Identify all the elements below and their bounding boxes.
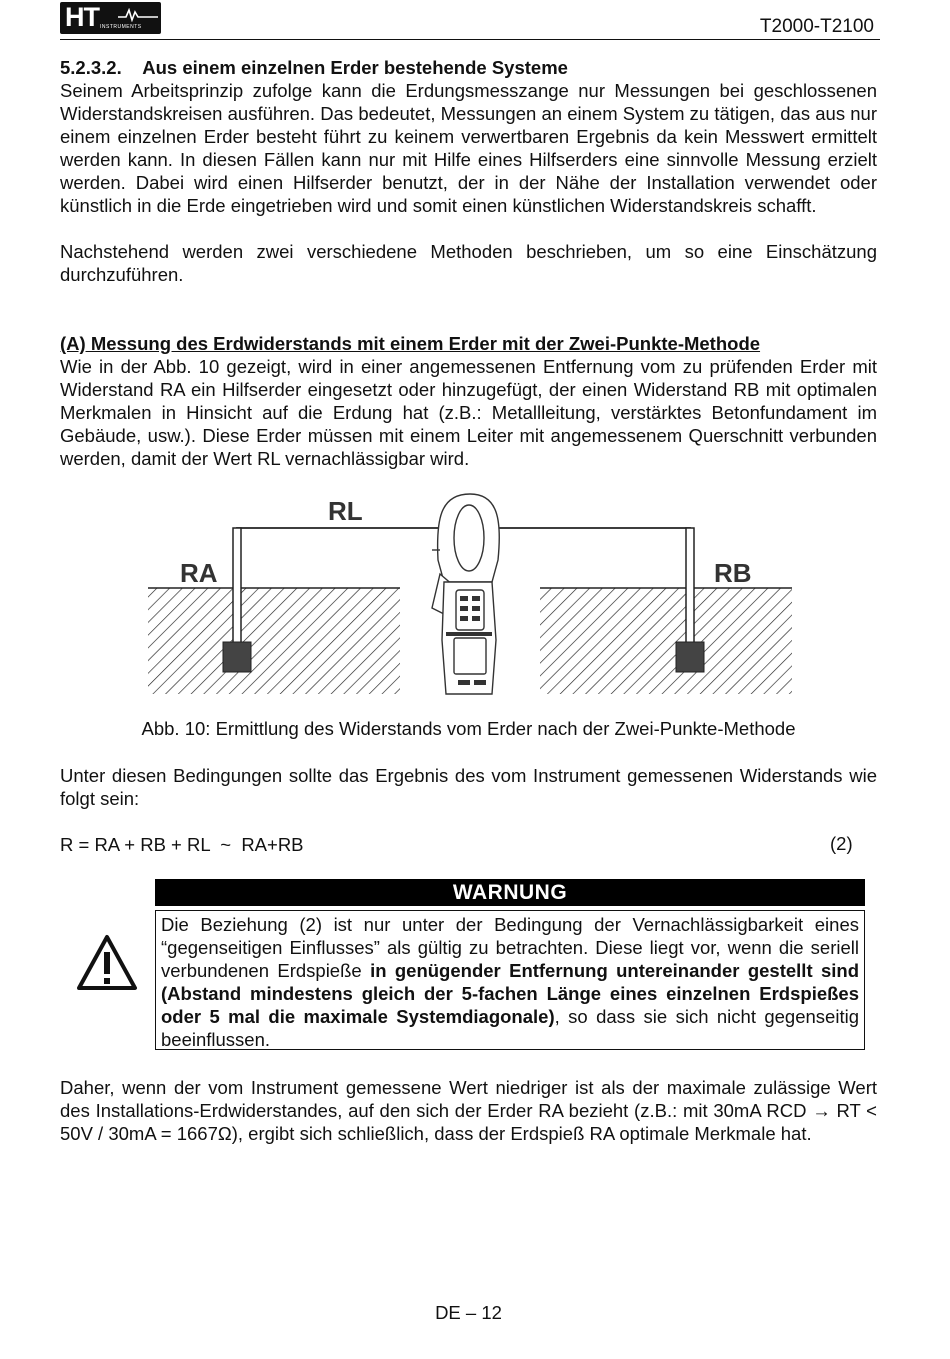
ground-right: [540, 588, 792, 694]
header-rule: [60, 39, 880, 40]
figure-caption: Abb. 10: Ermittlung des Widerstands vom Erder nach der Zwei-Punkte-Methode: [141, 718, 796, 739]
warning-text-1: Die Beziehung (2) ist nur unter der Bedingung der Vernachlässigbarkeit eines “gegenseitigen Einflusses” als gültig zu betrachten. Diese liegt vor, wenn die seriell verbundenen Erdspieße: [161, 914, 859, 981]
document-id: T2000-T2100: [759, 16, 874, 37]
formula: R = RA + RB + RL ~ RA+RB: [60, 834, 304, 855]
label-rb: RB: [714, 558, 752, 588]
brand-logo: [60, 2, 161, 34]
page-number: DE – 12: [435, 1302, 502, 1323]
section-intro-2: Nachstehend werden zwei verschiedene Methoden beschrieben, um so eine Einschätzung durchzuführen.: [60, 241, 877, 285]
warning-text-bold: in genügender Entfernung untereinander gestellt sind (Abstand mindestens gleich der 5-fachen Länge eines einzelnen Erdspießes oder 5 mal die maximale Systemdiagonale): [161, 960, 859, 1027]
logo-subtext: INSTRUMENTS: [100, 24, 142, 30]
electrode-rb-plate: [676, 642, 704, 672]
logo-wave-icon: [118, 8, 158, 22]
formula-number: (2): [830, 833, 853, 854]
warning-triangle-icon: [76, 934, 138, 992]
section-intro: Seinem Arbeitsprinzip zufolge kann die Erdungsmesszange nur Messungen bei geschlossenen Widerstandskreisen ausführen. Das bedeutet, Messungen an einem System zu tätigen, das aus nur einem einzelnen Erder besteht führt zu keinem verwertbaren Ergebnis da kein Messwert ermittelt werden kann. In diesen Fällen kann nur mit Hilfe eines Hilfserders eine sinnvolle Messung erzielt werden. Dabei wird einen Hilfserder benutzt, der in der Nähe der Installation verwendet oder künstlich in die Erde eingetrieben wird und somit einen künstlichen Widerstandskreis schafft.: [60, 80, 877, 216]
label-rl: RL: [328, 496, 363, 526]
electrode-ra-rod: [233, 528, 241, 646]
warning-title: WARNUNG: [155, 879, 865, 906]
logo-text: HT: [65, 2, 99, 32]
result-text: Unter diesen Bedingungen sollte das Ergebnis des vom Instrument gemessenen Widerstands wie folgt sein:: [60, 765, 877, 809]
two-point-method-figure: [140, 490, 800, 700]
conclusion-text: Daher, wenn der vom Instrument gemessene Wert niedriger ist als der maximale zulässige Wert des Installations-Erdwiderstandes, auf den sich der Erder RA bezieht (z.B.: mit 30mA RCD → RT < 50V / 30mA = 1667Ω), ergibt sich schließlich, dass der Erdspieß RA optimale Merkmale hat.: [60, 1077, 877, 1144]
warning-box: [155, 910, 865, 1050]
section-heading: 5.2.3.2. Aus einem einzelnen Erder bestehende Systeme: [60, 57, 568, 78]
method-a-text: Wie in der Abb. 10 gezeigt, wird in einer angemessenen Entfernung vom zu prüfenden Erder mit Widerstand RA ein Hilfserder eingesetzt oder hinzugefügt, der einen Widerstand RB mit optimalen Merkmalen in Hinsicht auf die Erdung hat (z.B.: Metallleitung, verstärktes Betonfundament im Gebäude, usw.). Diese Erder müssen mit einem Leiter mit angemessenem Querschnitt verbunden werden, damit der Wert RL vernachlässigbar wird.: [60, 356, 877, 469]
electrode-rb-rod: [686, 528, 694, 646]
label-ra: RA: [180, 558, 218, 588]
electrode-ra-plate: [223, 642, 251, 672]
clamp-meter-icon: [432, 494, 499, 694]
method-a-heading: (A) Messung des Erdwiderstands mit einem Erder mit der Zwei-Punkte-Methode: [60, 333, 761, 354]
warning-text-2: , so dass sie sich nicht gegenseitig beeinflussen.: [161, 1006, 859, 1050]
ground-left: [148, 588, 400, 694]
